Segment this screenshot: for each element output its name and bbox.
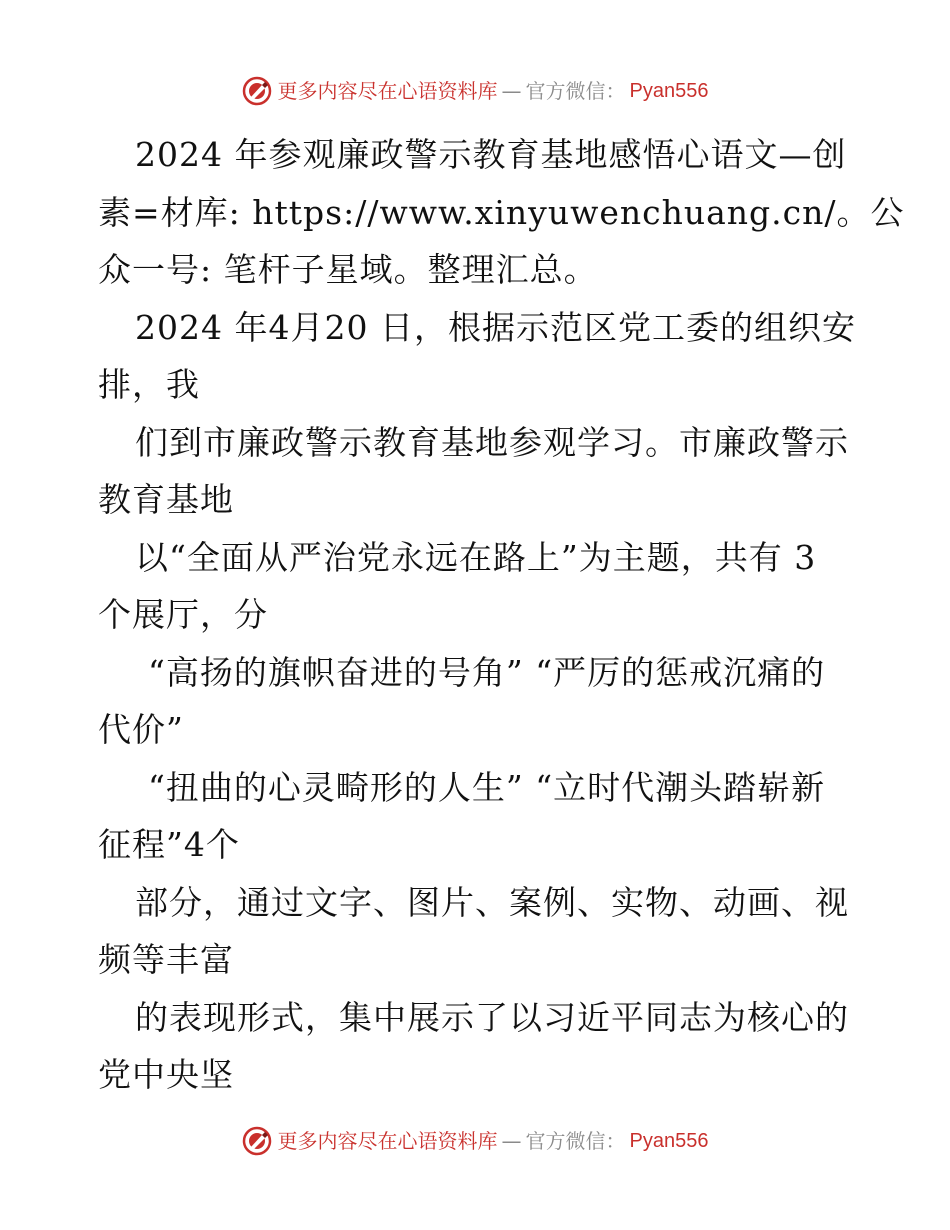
text-line: 部分，通过文字、图片、案例、实物、动画、视 (135, 882, 849, 922)
document-body (98, 126, 905, 1104)
text-line: 素=材库: https://www.xinyuwenchuang.cn/。公 (98, 192, 905, 232)
banner-separator: — (501, 1129, 522, 1153)
text-line: 2024 年4月20 日，根据示范区党工委的组织安 (135, 307, 856, 347)
banner-title: 更多内容尽在心语资料库 (277, 1129, 498, 1153)
banner-title: 更多内容尽在心语资料库 (277, 79, 498, 103)
banner-account: Pyan556 (629, 1130, 709, 1152)
banner-separator: — (501, 79, 522, 103)
banner-account: Pyan556 (629, 80, 709, 102)
pen-seal-logo-icon (242, 1126, 272, 1156)
banner-label: 官方微信： (525, 79, 626, 103)
text-line: 众一号: 笔杆子星域。整理汇总。 (98, 250, 598, 289)
text-line: “高扬的旗帜奋进的号角” “严厉的惩戒沉痛的 (148, 652, 826, 692)
text-line: 排，我 (98, 365, 200, 404)
text-line: 党中央坚 (98, 1055, 234, 1094)
banner-label: 官方微信： (525, 1129, 626, 1153)
text-line: 个展厅，分 (98, 595, 268, 634)
text-line: 以“全面从严治党永远在路上”为主题，共有 3 (135, 537, 817, 577)
text-line: 2024 年参观廉政警示教育基地感悟心语文—创 (135, 135, 847, 174)
text-line: “扭曲的心灵畸形的人生” “立时代潮头踏崭新 (148, 767, 826, 807)
text-line: 频等丰富 (98, 940, 234, 979)
footer-banner (0, 1126, 950, 1156)
text-line: 代价” (98, 710, 184, 749)
text-line: 征程”4个 (98, 825, 240, 864)
text-line: 教育基地 (98, 480, 234, 519)
pen-seal-logo-icon (242, 76, 272, 106)
header-banner (0, 76, 950, 106)
text-line: 们到市廉政警示教育基地参观学习。市廉政警示 (135, 422, 849, 462)
text-line: 的表现形式，集中展示了以习近平同志为核心的 (135, 997, 849, 1037)
